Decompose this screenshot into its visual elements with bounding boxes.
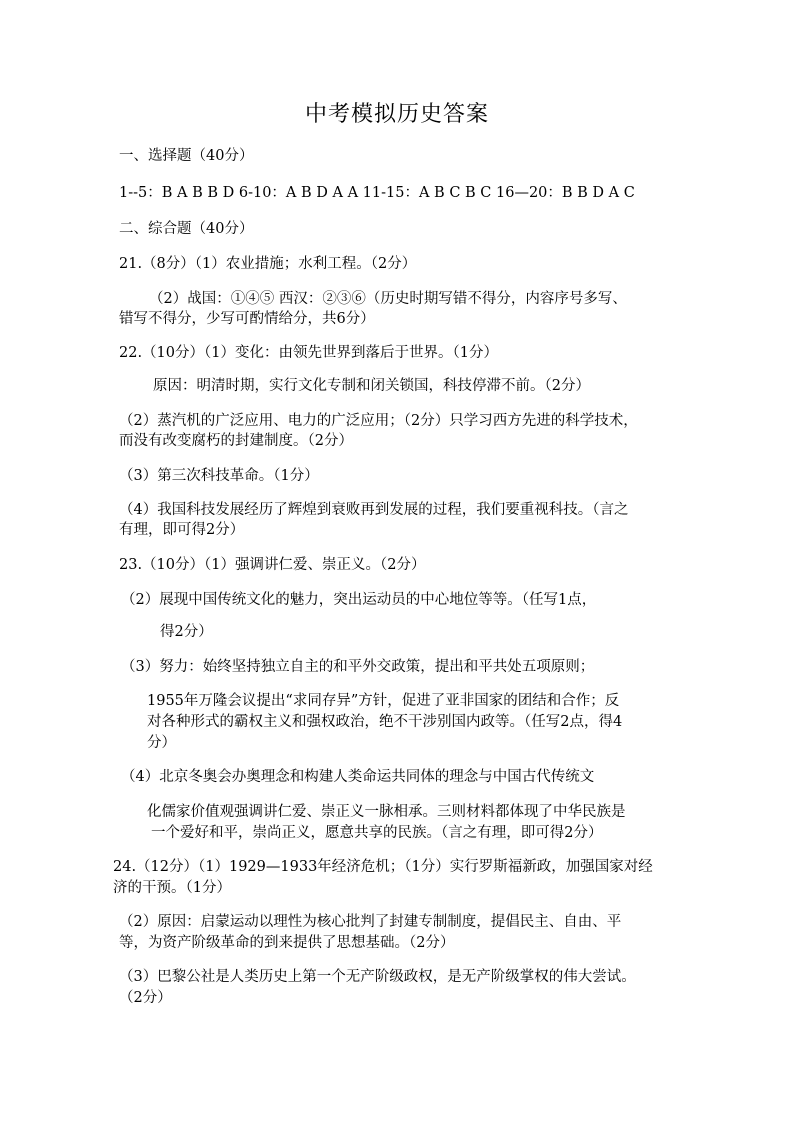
q23-part4-line3: 一个爱好和平，崇尚正义，愿意共享的民族。（言之有理，即可得2分） xyxy=(151,825,603,841)
q24-part1-line1: 24.（12分）（1）1929—1933年经济危机；（1分）实行罗斯福新政，加强国家对经 xyxy=(113,859,653,875)
section-heading-choice: 一、选择题（40分） xyxy=(119,148,254,164)
q24-part2-line2: 等，为资产阶级革命的到来提供了思想基础。（2分） xyxy=(119,935,455,951)
q22-part4-line2: 有理，即可得2分） xyxy=(119,522,245,538)
q23-part3-line2: 1955年万隆会议提出“求同存异”方针，促进了亚非国家的团结和合作；反 xyxy=(147,693,620,709)
q21-part2-line1: （2）战国：①④⑤ 西汉：②③⑥（历史时期写错不得分，内容序号多写、 xyxy=(149,291,627,307)
q22-part3: （3）第三次科技革命。（1分） xyxy=(119,468,319,484)
q22-part2-line1: （2）蒸汽机的广泛应用、电力的广泛应用；（2分）只学习西方先进的科学技术， xyxy=(119,413,638,429)
page-title: 中考模拟历史答案 xyxy=(304,102,489,127)
q23-part4-line1: （4）北京冬奥会办奥理念和构建人类命运共同体的理念与中国古代传统文 xyxy=(121,769,595,785)
q23-part2-line1: （2）展现中国传统文化的魅力，突出运动员的中心地位等等。（任写1点， xyxy=(121,592,597,608)
q23-part3-line1: （3）努力：始终坚持独立自主的和平外交政策，提出和平共处五项原则； xyxy=(121,659,595,675)
q23-part3-line4: 分） xyxy=(147,735,176,751)
q23-part2-line2: 得2分） xyxy=(160,624,213,640)
q24-part2-line1: （2）原因：启蒙运动以理性为核心批判了封建专制制度，提倡民主、自由、平 xyxy=(119,914,622,930)
q21-part1: 21.（8分）（1）农业措施；水利工程。（2分） xyxy=(119,256,417,272)
q22-part2-line2: 而没有改变腐朽的封建制度。（2分） xyxy=(119,433,353,449)
q24-part3-line1: （3）巴黎公社是人类历史上第一个无产阶级政权，是无产阶级掌权的伟大尝试。 xyxy=(119,969,636,985)
q22-part1: 22.（10分）（1）变化：由领先世界到落后于世界。（1分） xyxy=(119,345,498,361)
q24-part3-line2: （2分） xyxy=(119,990,172,1006)
q22-part4-line1: （4）我国科技发展经历了辉煌到衰败再到发展的过程，我们要重视科技。（言之 xyxy=(119,502,629,518)
q23-part4-line2: 化儒家价值观强调讲仁爱、崇正义一脉相承。三则材料都体现了中华民族是 xyxy=(147,804,626,820)
q23-part1: 23.（10分）（1）强调讲仁爱、崇正义。（2分） xyxy=(119,557,426,573)
q21-part2-line2: 错写不得分，少写可酌情给分，共6分） xyxy=(119,311,375,327)
q24-part1-line2: 济的干预。（1分） xyxy=(113,880,231,896)
q23-part3-line3: 对各种形式的霸权主义和强权政治，绝不干涉别国内政等。（任写2点，得4 xyxy=(147,714,623,730)
choice-answers: 1--5：B A B B D 6-10：A B D A A 11-15：A B C B C 16—20：B B D A C xyxy=(119,185,635,201)
section-heading-comprehensive: 二、综合题（40分） xyxy=(119,221,254,237)
q22-part1-reason: 原因：明清时期，实行文化专制和闭关锁国，科技停滞不前。（2分） xyxy=(153,378,590,394)
